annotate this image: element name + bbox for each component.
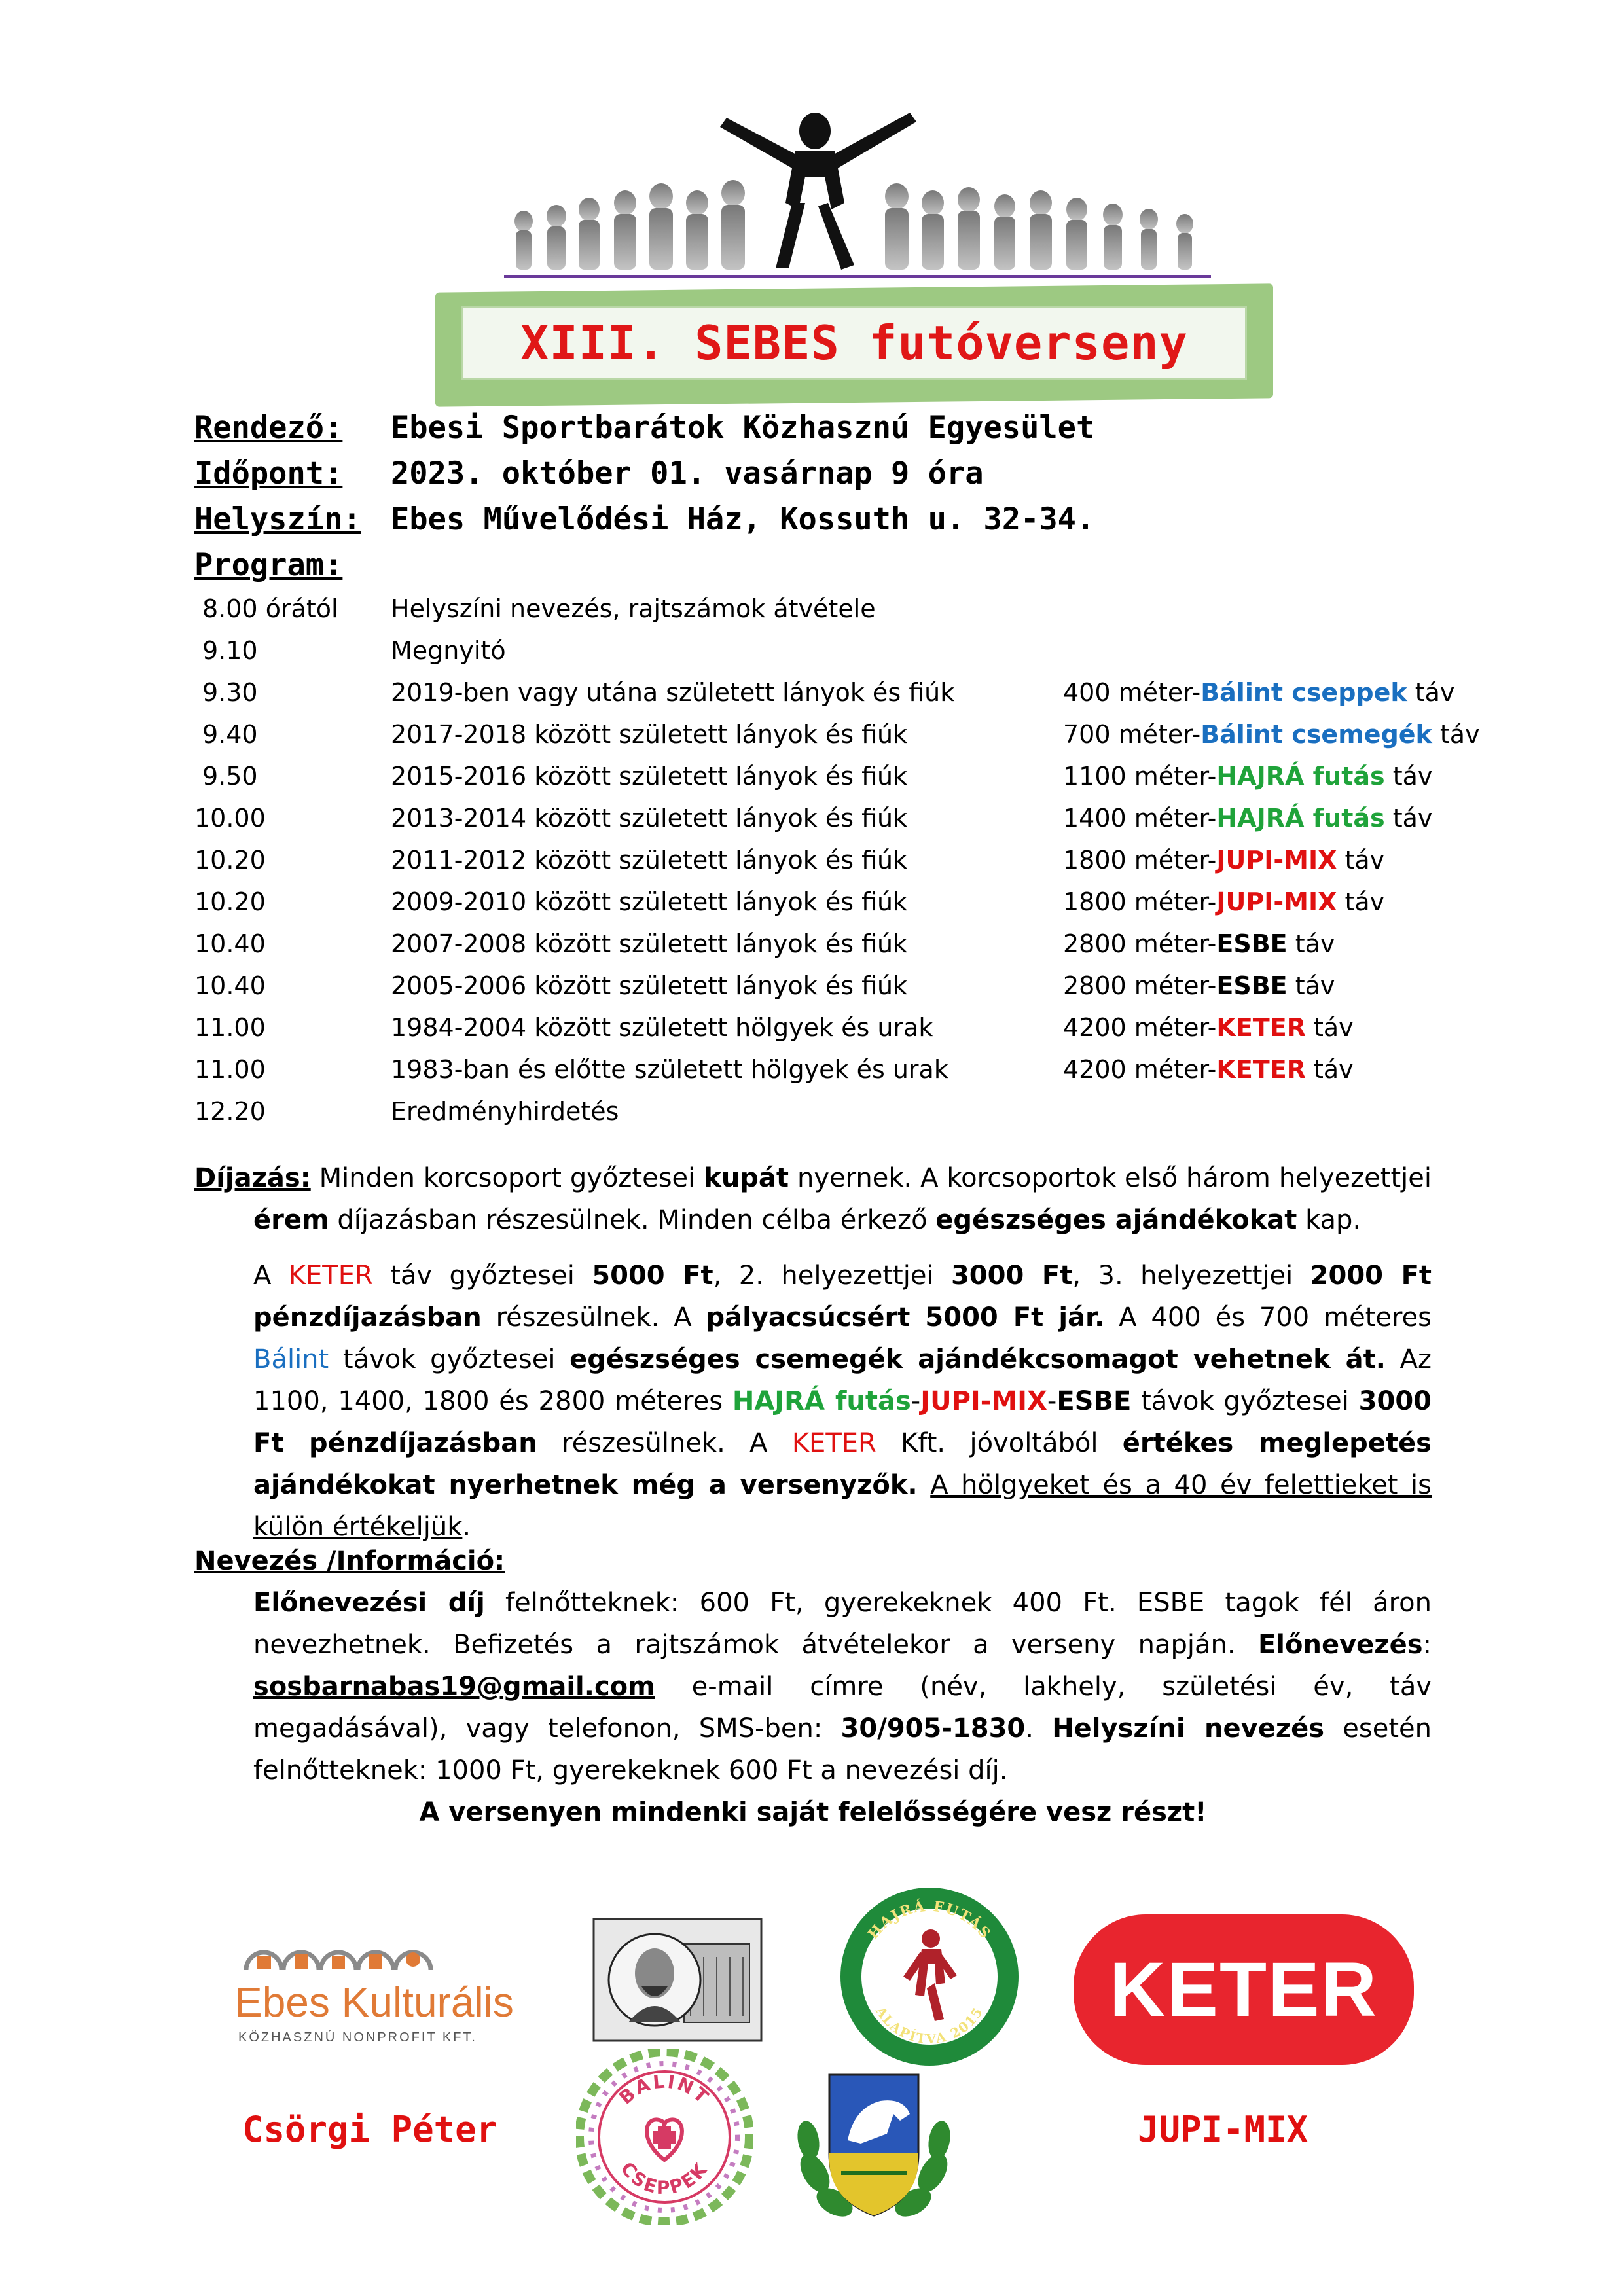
prizes-text-segment: távok győztesei xyxy=(1131,1386,1359,1416)
program-time: 8.00 órától xyxy=(202,594,338,623)
program-time: 10.40 xyxy=(194,971,266,1000)
program-distance xyxy=(1063,1013,1354,1042)
prizes-text-segment: Bálint xyxy=(253,1344,329,1374)
prizes-paragraph-1 xyxy=(194,1157,1432,1241)
distance-suffix: táv xyxy=(1305,1055,1354,1084)
program-description: 2011-2012 között született lányok és fiúk xyxy=(391,846,908,874)
program-time: 11.00 xyxy=(194,1013,266,1042)
prizes-text-segment: A xyxy=(253,1261,289,1291)
distance-value: 4200 méter- xyxy=(1063,1055,1217,1084)
prizes-text-segment: díjazásban részesülnek. Minden célba érkező xyxy=(329,1205,936,1235)
registration-text-segment: felnőtteknek: 600 Ft, gyerekeknek 400 Ft. ESBE tagok fél áron nevezhetnek. Befizetés a rajtszámok átvételekor a verseny napján. xyxy=(253,1588,1432,1660)
hajra-ring-bottom-text: ALAPÍTVA 2015 xyxy=(873,2003,986,2047)
registration-text-segment: : xyxy=(1422,1630,1432,1660)
registration-label: Nevezés /Információ: xyxy=(194,1546,505,1576)
prizes-text-segment: - xyxy=(1047,1386,1057,1416)
program-description: 2019-ben vagy utána született lányok és fiúk xyxy=(391,678,955,707)
program-distance xyxy=(1063,929,1335,958)
prizes-label: Díjazás: xyxy=(194,1163,311,1193)
program-description: 2009-2010 között született lányok és fiúk xyxy=(391,888,908,916)
program-description: 2013-2014 között született lányok és fiúk xyxy=(391,804,908,833)
distance-suffix: táv xyxy=(1384,762,1433,791)
prizes-text-segment: érem xyxy=(253,1205,329,1235)
program-description: 2015-2016 között született lányok és fiúk xyxy=(391,762,908,791)
distance-value: 1100 méter- xyxy=(1063,762,1217,791)
balint-cseppek-logo xyxy=(576,2049,753,2225)
program-description: 2007-2008 között született lányok és fiúk xyxy=(391,929,908,958)
prizes-text-segment: . xyxy=(462,1512,471,1542)
distance-category: ESBE xyxy=(1216,971,1288,1000)
prizes-text-segment: nyernek. A korcsoportok első három helyezettjei xyxy=(789,1163,1432,1193)
title-banner xyxy=(435,288,1273,403)
prizes-text-segment: ESBE xyxy=(1056,1386,1132,1416)
prizes-text-segment: részesülnek. A xyxy=(537,1428,792,1458)
program-description: Megnyitó xyxy=(391,636,506,665)
disclaimer: A versenyen mindenki saját felelősségére vesz részt! xyxy=(419,1797,1207,1827)
prizes-text-segment: kap. xyxy=(1297,1205,1362,1235)
program-time: 10.00 xyxy=(194,804,266,833)
ebes-coat-of-arms-logo xyxy=(789,2062,959,2232)
distance-suffix: táv xyxy=(1305,1013,1354,1042)
disclaimer-row xyxy=(194,1791,1432,1833)
hajra-futas-logo xyxy=(838,1885,1021,2068)
distance-suffix: táv xyxy=(1384,804,1433,833)
jupi-mix-sponsor: JUPI-MIX xyxy=(1138,2109,1308,2150)
program-description: 2005-2006 között született lányok és fiúk xyxy=(391,971,908,1000)
distance-value: 4200 méter- xyxy=(1063,1013,1217,1042)
prizes-paragraph-2 xyxy=(253,1255,1432,1548)
prizes-text-segment: 3000 Ft pénzdíjazásban xyxy=(253,1386,1432,1458)
prizes-text-segment: - xyxy=(911,1386,921,1416)
page-title: XIII. SEBES futóverseny xyxy=(520,315,1188,370)
prizes-text-segment: , 2. helyezettjei xyxy=(713,1261,951,1291)
registration-text-segment: 30/905-1830 xyxy=(840,1713,1026,1744)
distance-category: ESBE xyxy=(1216,929,1288,958)
registration-text-segment: sosbarnabas19@gmail.com xyxy=(253,1672,655,1702)
registration-text-segment: Előnevezés xyxy=(1257,1630,1423,1660)
prizes-text-segment: kupát xyxy=(704,1163,789,1193)
registration-text-segment: Előnevezési díj xyxy=(253,1588,485,1618)
ebes-kulturalis-icons xyxy=(241,1918,437,1977)
distance-suffix: táv xyxy=(1287,929,1335,958)
registration-paragraph xyxy=(253,1582,1432,1791)
program-time: 9.10 xyxy=(202,636,258,665)
prizes-text-segment: értékes meglepetés ajándékokat nyerhetnek még a versenyzők. xyxy=(253,1428,1432,1500)
program-distance xyxy=(1063,804,1432,833)
prizes-text-segment: pályacsúcsért 5000 Ft jár. xyxy=(706,1302,1105,1333)
program-label: Program: xyxy=(194,547,343,583)
time-label: Időpont: xyxy=(194,456,343,492)
program-time: 9.30 xyxy=(202,678,258,707)
prizes-text-segment: Minden korcsoport győztesei xyxy=(310,1163,704,1193)
keter-logo-text: KETER xyxy=(1110,1946,1378,2033)
distance-category: JUPI-MIX xyxy=(1216,846,1337,874)
prizes-text-segment: 2000 Ft pénzdíjazásban xyxy=(253,1261,1432,1333)
ebes-kulturalis-logo xyxy=(234,1918,514,2055)
program-description: 1984-2004 között született hölgyek és urak xyxy=(391,1013,933,1042)
distance-suffix: táv xyxy=(1432,720,1480,749)
distance-value: 1800 méter- xyxy=(1063,888,1217,916)
prizes-text-segment: egészséges ajándékokat xyxy=(935,1205,1297,1235)
program-time: 10.40 xyxy=(194,929,266,958)
distance-category: KETER xyxy=(1216,1013,1306,1042)
program-time: 10.20 xyxy=(194,846,266,874)
ebes-kulturalis-name: Ebes Kulturális xyxy=(234,1979,514,2026)
distance-value: 400 méter- xyxy=(1063,678,1201,707)
prizes-text-segment: 3000 Ft xyxy=(950,1261,1073,1291)
portrait-engraving-logo xyxy=(592,1918,763,2042)
registration-heading xyxy=(194,1540,849,1582)
program-description: Helyszíni nevezés, rajtszámok átvétele xyxy=(391,594,876,623)
prizes-text-segment: egészséges csemegék ajándékcsomagot vehetnek át. xyxy=(569,1344,1386,1374)
prizes-text-segment: KETER xyxy=(288,1261,373,1291)
distance-category: KETER xyxy=(1216,1055,1306,1084)
program-time: 9.50 xyxy=(202,762,258,791)
distance-suffix: táv xyxy=(1337,846,1385,874)
prizes-text-segment: KETER xyxy=(791,1428,876,1458)
distance-category: Bálint cseppek xyxy=(1200,678,1407,707)
prizes-text-segment: A hölgyeket és a 40 év felettieket is külön értékeljük xyxy=(253,1470,1432,1542)
program-description: 1983-ban és előtte született hölgyek és urak xyxy=(391,1055,948,1084)
prizes-text-segment: Kft. jóvoltából xyxy=(876,1428,1123,1458)
prizes-text-segment: HAJRÁ futás xyxy=(732,1386,911,1416)
registration-text-segment: esetén felnőtteknek: 1000 Ft, gyerekeknek 600 Ft a nevezési díj. xyxy=(253,1713,1432,1785)
distance-value: 1400 méter- xyxy=(1063,804,1217,833)
hajra-ring-top-text: HAJRÁ FUTÁS xyxy=(864,1897,995,1943)
distance-value: 700 méter- xyxy=(1063,720,1201,749)
prizes-text-segment: JUPI-MIX xyxy=(920,1386,1047,1416)
prizes-text-segment xyxy=(918,1470,931,1500)
title-box xyxy=(461,306,1247,380)
ebes-kulturalis-subtitle: KÖZHASZNÚ NONPROFIT KFT. xyxy=(238,2030,477,2045)
distance-category: Bálint csemegék xyxy=(1200,720,1432,749)
distance-category: HAJRÁ futás xyxy=(1216,804,1385,833)
distance-category: HAJRÁ futás xyxy=(1216,762,1385,791)
prizes-text-segment: , 3. helyezettjei xyxy=(1072,1261,1310,1291)
distance-suffix: táv xyxy=(1287,971,1335,1000)
place-label: Helyszín: xyxy=(194,501,361,537)
prizes-text-segment: részesülnek. A xyxy=(481,1302,706,1333)
balint-top-text: BÁLINT xyxy=(615,2070,714,2109)
program-distance xyxy=(1063,762,1432,791)
distance-value: 2800 méter- xyxy=(1063,971,1217,1000)
program-distance xyxy=(1063,888,1384,916)
place-value: Ebes Művelődési Ház, Kossuth u. 32-34. xyxy=(391,501,1095,537)
program-time: 11.00 xyxy=(194,1055,266,1084)
program-distance xyxy=(1063,720,1480,749)
program-time: 9.40 xyxy=(202,720,258,749)
registration-text-segment: . xyxy=(1025,1713,1053,1744)
prizes-text-segment: távok győztesei xyxy=(329,1344,570,1374)
program-distance xyxy=(1063,846,1384,874)
prizes-text-segment: A 400 és 700 méteres xyxy=(1104,1302,1432,1333)
runners-banner-image xyxy=(497,105,1218,281)
registration-text-segment: e-mail címre (név, lakhely, születési év, táv megadásával), vagy telefonon, SMS-ben: xyxy=(253,1672,1432,1744)
distance-suffix: táv xyxy=(1407,678,1455,707)
registration-text-segment: Helyszíni nevezés xyxy=(1052,1713,1325,1744)
program-distance xyxy=(1063,678,1454,707)
organizer-label: Rendező: xyxy=(194,410,343,446)
program-distance xyxy=(1063,971,1335,1000)
distance-value: 2800 méter- xyxy=(1063,929,1217,958)
csorgi-peter-sponsor: Csörgi Péter xyxy=(242,2109,498,2150)
organizer-value: Ebesi Sportbarátok Közhasznú Egyesület xyxy=(391,410,1095,446)
program-time: 12.20 xyxy=(194,1097,266,1126)
distance-value: 1800 méter- xyxy=(1063,846,1217,874)
program-distance xyxy=(1063,1055,1354,1084)
distance-category: JUPI-MIX xyxy=(1216,888,1337,916)
prizes-text-segment: táv győztesei xyxy=(372,1261,592,1291)
program-time: 10.20 xyxy=(194,888,266,916)
prizes-text-segment: 5000 Ft xyxy=(592,1261,713,1291)
prizes-text-segment: Az 1100, 1400, 1800 és 2800 méteres xyxy=(253,1344,1432,1416)
program-description: Eredményhirdetés xyxy=(391,1097,619,1126)
program-description: 2017-2018 között született lányok és fiúk xyxy=(391,720,908,749)
balint-bottom-text: CSEPPEK xyxy=(616,2157,713,2199)
keter-logo xyxy=(1074,1914,1414,2065)
distance-suffix: táv xyxy=(1337,888,1385,916)
time-value: 2023. október 01. vasárnap 9 óra xyxy=(391,456,984,492)
